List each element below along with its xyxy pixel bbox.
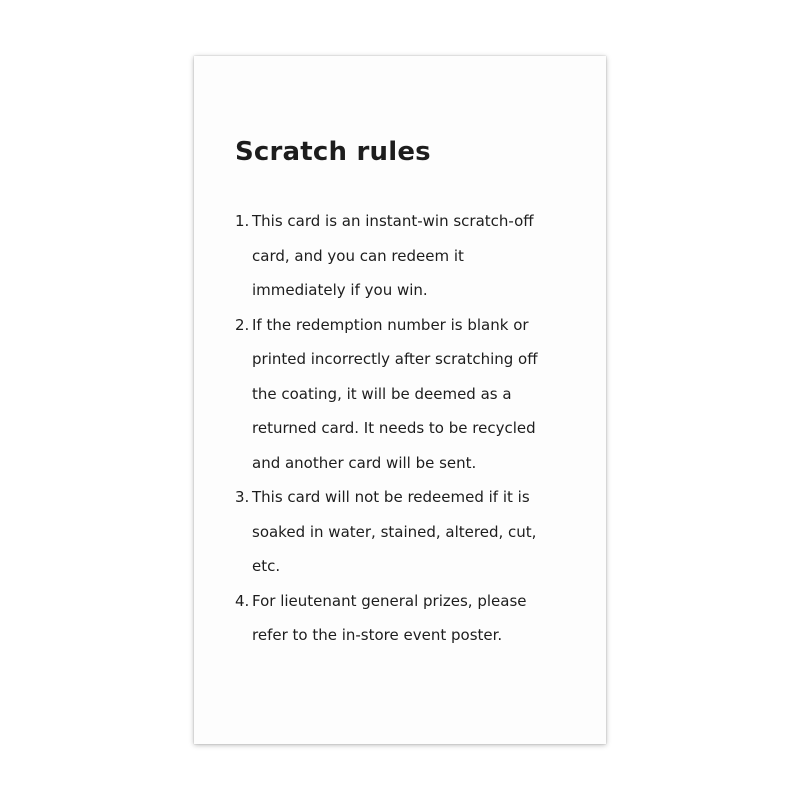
rule-text-line: This card is an instant-win scratch-off: [252, 212, 534, 230]
rule-number: 1.: [235, 212, 250, 230]
card-title: Scratch rules: [235, 137, 431, 167]
scratch-card: [194, 56, 606, 744]
rule-item-2: [235, 308, 595, 481]
rule-text-line: and another card will be sent.: [252, 453, 477, 472]
rule-number: 4.: [235, 591, 250, 610]
rules-list: [235, 204, 595, 653]
rule-item-1: [235, 204, 595, 308]
rule-text-line: refer to the in-store event poster.: [252, 626, 503, 644]
rule-text-line: returned card. It needs to be recycled: [252, 419, 536, 437]
rule-text-line: This card will not be redeemed if it is: [252, 488, 530, 506]
rule-number: 2.: [235, 315, 250, 334]
rule-text-line: printed incorrectly after scratching off: [252, 350, 538, 368]
rule-text-line: immediately if you win.: [252, 281, 428, 299]
rule-text-line: For lieutenant general prizes, please: [252, 591, 527, 610]
rule-text-line: the coating, it will be deemed as a: [252, 384, 512, 403]
rule-number: 3.: [235, 488, 250, 506]
rule-item-4: [235, 584, 595, 653]
rule-text-line: If the redemption number is blank or: [252, 315, 529, 334]
rule-item-3: [235, 480, 595, 584]
rule-text-line: etc.: [252, 557, 281, 575]
rule-text-line: card, and you can redeem it: [252, 246, 464, 265]
rule-text-line: soaked in water, stained, altered, cut,: [252, 522, 537, 541]
